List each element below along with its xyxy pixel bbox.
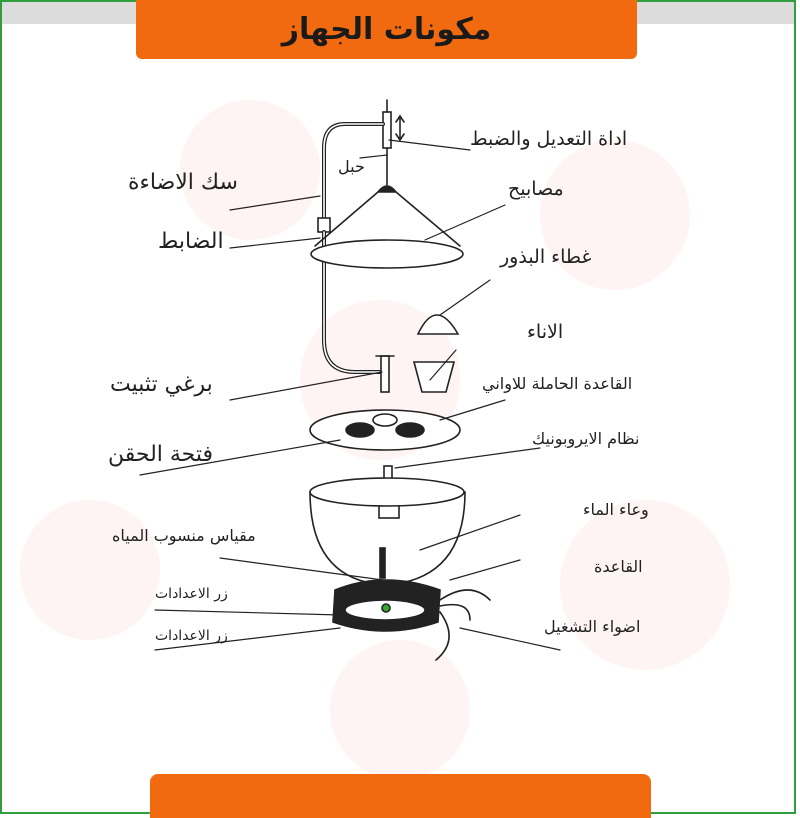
label-settings-button-2: زر الاعدادات [155,628,228,644]
pot-holder-base-part [310,410,460,450]
label-fixing-screw: برغي تثبيت [110,372,213,397]
label-water-tank: وعاء الماء [583,500,649,519]
label-lighting-wire: سك الاضاءة [128,170,238,195]
label-adjust-tool: اداة التعديل والضبط [470,128,628,150]
label-seed-cover: غطاء البذور [500,246,592,268]
label-water-level-gauge: مقياس منسوب المياه [112,526,256,545]
label-aeroponic-system: نظام الايروبونيك [532,429,640,448]
seed-cover-part [418,315,458,334]
lamp-shade-part [311,186,463,268]
label-settings-button-1: زر الاعدادات [155,586,228,602]
label-container: الاناء [527,321,564,343]
page-title: مكونات الجهاز [281,12,492,47]
label-base: القاعدة [594,557,643,576]
label-operation-lights: اضواء التشغيل [544,617,641,636]
container-part [414,362,454,392]
label-rope: حبل [338,157,365,176]
label-pot-holder-base: القاعدة الحاملة للاواني [482,374,633,393]
water-gauge-part [380,548,385,578]
regulator-part [318,218,330,232]
power-cable [436,590,490,660]
base-part [333,580,440,631]
label-injection-opening: فتحة الحقن [108,442,214,467]
label-regulator: الضابط [158,229,224,254]
label-lamps: مصابيح [508,178,564,200]
